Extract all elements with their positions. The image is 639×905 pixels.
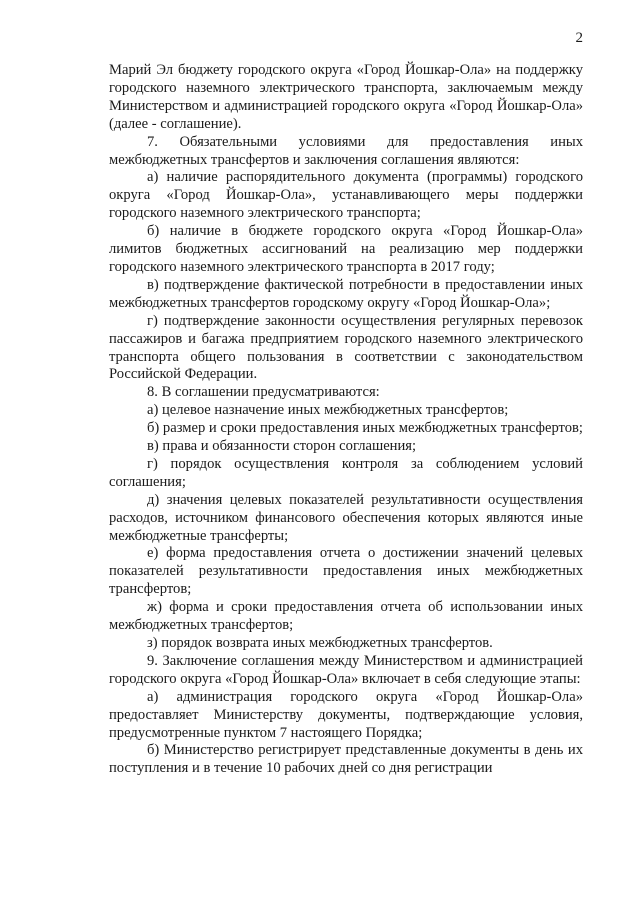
paragraph-clause-7v: в) подтверждение фактической потребности в предоставлении иных межбюджетных трансфертов городскому округу «Город Йошкар-Ола»; [109,276,583,311]
document-body [109,62,583,778]
page-number: 2 [575,30,583,46]
paragraph-clause-8d: д) значения целевых показателей результативности осуществления расходов, источником финансового обеспечения которых являются иные межбюджетные трансферты; [109,491,583,544]
paragraph-clause-7g: г) подтверждение законности осуществления регулярных перевозок пассажиров и багажа предприятием городского наземного электрического транспорта общего пользования в соответствии с законодательством Российской Федерации. [109,312,583,383]
paragraph-clause-9a: а) администрация городского округа «Город Йошкар-Ола» предоставляет Министерству документы, подтверждающие условия, предусмотренные пунктом 7 настоящего Порядка; [109,688,583,741]
paragraph-clause-7a: а) наличие распорядительного документа (программы) городского округа «Город Йошкар-Ола», устанавливающего меры поддержки городского наземного электрического транспорта; [109,169,583,222]
paragraph-clause-9: 9. Заключение соглашения между Министерством и администрацией городского округа «Город Йошкар-Ола» включает в себя следующие этапы: [109,652,583,687]
paragraph-clause-7: 7. Обязательными условиями для предоставления иных межбюджетных трансфертов и заключения соглашения являются: [109,133,583,168]
paragraph-clause-8zh: ж) форма и сроки предоставления отчета об использовании иных межбюджетных трансфертов; [109,599,583,634]
paragraph-clause-8z: з) порядок возврата иных межбюджетных трансфертов. [147,635,493,651]
paragraph-clause-8e: е) форма предоставления отчета о достижении значений целевых показателей результативности предоставления иных межбюджетных трансфертов; [109,545,583,598]
paragraph-clause-7b: б) наличие в бюджете городского округа «Город Йошкар-Ола» лимитов бюджетных ассигнований на реализацию мер поддержки городского наземного электрического транспорта в 2017 году; [109,223,583,275]
paragraph-clause-8v: в) права и обязанности сторон соглашения; [147,438,417,455]
paragraph-intro-continuation: Марий Эл бюджету городского округа «Город Йошкар-Ола» на поддержку городского наземного электрического транспорта, заключаемым между Министерством и администрацией городского округа «Город Йошкар-Ола» (далее - соглашение). [109,62,583,132]
paragraph-clause-8g: г) порядок осуществления контроля за соблюдением условий соглашения; [109,455,583,490]
paragraph-clause-8: 8. В соглашении предусматриваются: [147,384,380,401]
paragraph-clause-9b: б) Министерство регистрирует представленные документы в день их поступления и в течение 10 рабочих дней со дня регистрации [109,742,583,777]
paragraph-clause-8a: а) целевое назначение иных межбюджетных трансфертов; [147,402,509,419]
paragraph-clause-8b: б) размер и сроки предоставления иных межбюджетных трансфертов; [147,420,583,437]
